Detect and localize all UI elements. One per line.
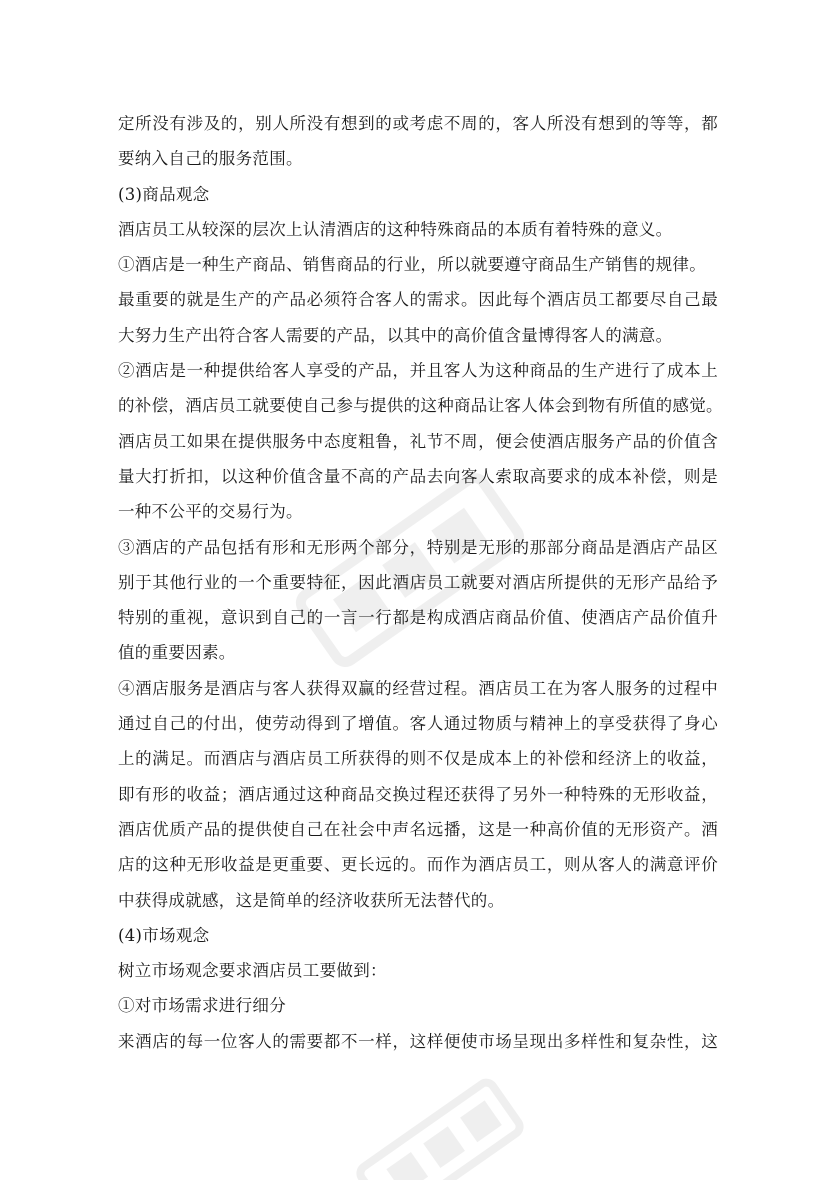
text-line: 大努力生产出符合客人需要的产品，以其中的高价值含量博得客人的满意。	[118, 325, 673, 345]
text-line: 即有形的收益；酒店通过这种商品交换过程还获得了另外一种特殊的无形收益，	[118, 784, 718, 804]
text-line: 酒店员工从较深的层次上认清酒店的这种特殊商品的本质有着特殊的意义。	[118, 219, 673, 239]
text-line: 树立市场观念要求酒店员工要做到：	[118, 961, 387, 981]
text-line: 上的满足。而酒店与酒店员工所获得的则不仅是成本上的补偿和经济上的收益，	[118, 749, 718, 769]
text-line: ①对市场需求进行细分	[118, 996, 286, 1016]
text-line: 的补偿，酒店员工就要使自己参与提供的这种商品让客人体会到物有所值的感觉。	[118, 396, 723, 416]
text-line: 要纳入自己的服务范围。	[118, 149, 303, 169]
text-line: 中获得成就感，这是简单的经济收获所无法替代的。	[118, 890, 505, 910]
text-line: 别于其他行业的一个重要特征，因此酒店员工就要对酒店所提供的无形产品给予	[118, 572, 718, 592]
text-line: 值的重要因素。	[118, 643, 236, 663]
text-line: 特别的重视，意识到自己的一言一行都是构成酒店商品价值、使酒店产品价值升	[118, 608, 718, 628]
text-line: 酒店优质产品的提供使自己在社会中声名远播，这是一种高价值的无形资产。酒	[118, 819, 718, 839]
text-line: 最重要的就是生产的产品必须符合客人的需求。因此每个酒店员工都要尽自己最	[118, 290, 718, 310]
text-line: ①酒店是一种生产商品、销售商品的行业，所以就要遵守商品生产销售的规律。	[118, 255, 706, 275]
document-body	[118, 106, 723, 1059]
text-line: 量大打折扣，以这种价值含量不高的产品去向客人索取高要求的成本补偿，则是	[118, 466, 718, 486]
text-line: 店的这种无形收益是更重要、更长远的。而作为酒店员工，则从客人的满意评价	[118, 855, 718, 875]
text-line: ③酒店的产品包括有形和无形两个部分，特别是无形的那部分商品是酒店产品区	[118, 537, 718, 557]
text-line: 来酒店的每一位客人的需要都不一样，这样便使市场呈现出多样性和复杂性，这	[118, 1031, 718, 1051]
text-line: 通过自己的付出，使劳动得到了增值。客人通过物质与精神上的享受获得了身心	[118, 714, 718, 734]
text-line: 一种不公平的交易行为。	[118, 502, 303, 522]
text-line: 定所没有涉及的，别人所没有想到的或考虑不周的，客人所没有想到的等等，都	[118, 114, 718, 133]
text-line: ④酒店服务是酒店与客人获得双赢的经营过程。酒店员工在为客人服务的过程中	[118, 678, 718, 698]
text-line: (4)市场观念	[118, 925, 210, 945]
text-line: 酒店员工如果在提供服务中态度粗鲁，礼节不周，便会使酒店服务产品的价值含	[118, 431, 718, 451]
text-line: ②酒店是一种提供给客人享受的产品，并且客人为这种商品的生产进行了成本上	[118, 361, 718, 381]
watermark-bottom-icon	[340, 1070, 540, 1180]
text-line: (3)商品观念	[118, 184, 210, 204]
